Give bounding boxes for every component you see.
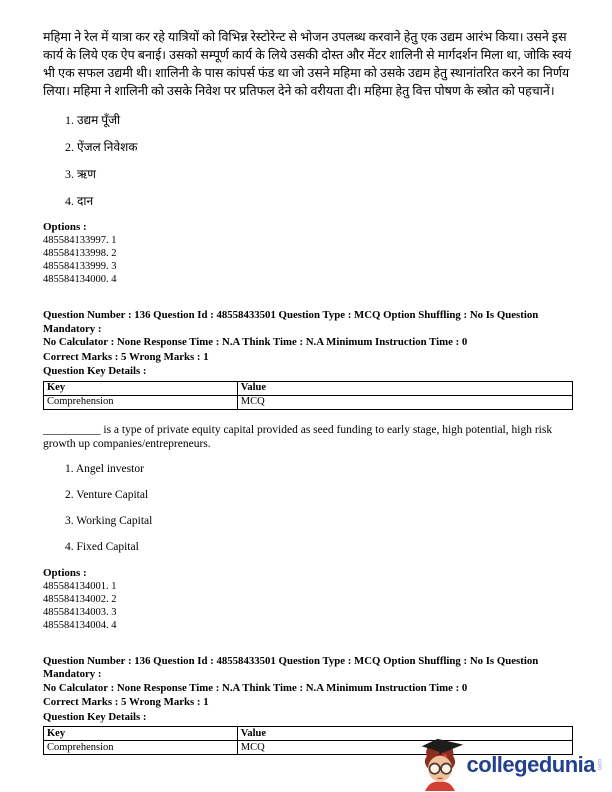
collegedunia-wordmark: collegedunia: [466, 751, 595, 777]
key-column-header: Key: [44, 381, 238, 395]
choice-list-hindi: [43, 113, 573, 208]
choice-english-3: 3. Working Capital: [65, 514, 153, 527]
choice-hindi-2: 2. ऐंजल निवेशक: [65, 140, 138, 154]
option-id: 485584133997. 1: [43, 235, 117, 246]
choice-english-2: 2. Venture Capital: [65, 488, 149, 501]
options-label: Options :: [43, 221, 87, 233]
option-id: 485584133999. 3: [43, 261, 117, 272]
collegedunia-logo: [415, 738, 602, 791]
choice-english-4: 4. Fixed Capital: [65, 540, 139, 553]
question-meta-block-1: [43, 309, 573, 410]
choice-hindi-4: 4. दान: [65, 194, 94, 208]
options-label: Options :: [43, 566, 87, 579]
option-id: 485584134000. 4: [43, 274, 117, 285]
question-meta-line-1: Question Number : 136 Question Id : 48558433501 Question Type : MCQ Option Shuffling : No Is Question Mandatory :: [43, 654, 539, 680]
question-text-english: __________ is a type of private equity capital provided as seed funding to early stage, high potential, high risk growth up companies/entrepreneurs.: [43, 423, 553, 450]
table-header-row: [44, 381, 573, 395]
question-key-details-label: Question Key Details :: [43, 365, 147, 377]
value-cell: MCQ: [237, 741, 572, 755]
question-key-table: [43, 381, 573, 410]
question-text-hindi: महिमा ने रेल में यात्रा कर रहे यात्रियों को विभिन्न रेस्टोरेन्ट से भोजन उपलब्ध करवाने हेतु एक उद्यम आरंभ किया। उसने इस कार्य के लिये एक ऐप बनाई। उसको सम्पूर्ण कार्य के लिये उसकी दोस्त और मेंटर शालिनी से मार्गदर्शन मिला था, जोकि स्वयं भी एक सफल उद्यमी थी। शालिनी के पास कांपर्स फंड था जो उसने महिमा को उसके उद्यम हेतु स्थानांतरित करने का निर्णय लिया। महिमा ने शालिनी को उसके निवेश पर प्रतिफल देने को वरीयता दी। महिमा हेतु वित्त पोषण के स्त्रोत को पहचानें।: [43, 30, 572, 98]
graduate-mascot-icon: [415, 738, 465, 791]
choice-list-english: [43, 463, 573, 554]
options-block-english: [43, 567, 573, 632]
table-row: [44, 395, 573, 409]
question-marks-line: Correct Marks : 5 Wrong Marks : 1: [43, 696, 209, 708]
question-meta-line-2: No Calculator : None Response Time : N.A Think Time : N.A Minimum Instruction Time : 0: [43, 681, 468, 694]
question-meta-line-1: Question Number : 136 Question Id : 48558433501 Question Type : MCQ Option Shuffling : No Is Question Mandatory :: [43, 309, 539, 335]
key-cell: Comprehension: [44, 395, 238, 409]
option-id: 485584134002. 2: [43, 593, 117, 605]
value-column-header: Value: [237, 381, 572, 395]
choice-english-1: 1. Angel investor: [65, 462, 144, 475]
logo-com-suffix: com: [596, 758, 602, 771]
choice-hindi-1: 1. उद्यम पूँजी: [65, 113, 121, 127]
value-column-header: Value: [237, 727, 572, 741]
question-meta-line-2: No Calculator : None Response Time : N.A Think Time : N.A Minimum Instruction Time : 0: [43, 336, 468, 348]
question-key-details-label: Question Key Details :: [43, 710, 147, 723]
option-id: 485584134004. 4: [43, 619, 117, 631]
question-marks-line: Correct Marks : 5 Wrong Marks : 1: [43, 350, 209, 363]
option-id: 485584134001. 1: [43, 580, 117, 592]
key-column-header: Key: [44, 727, 238, 741]
key-cell: Comprehension: [44, 741, 238, 755]
value-cell: MCQ: [237, 395, 572, 409]
option-id: 485584133998. 2: [43, 248, 117, 259]
choice-hindi-3: 3. ऋण: [65, 167, 96, 181]
option-id: 485584134003. 3: [43, 606, 117, 618]
options-block-hindi: [43, 221, 573, 286]
